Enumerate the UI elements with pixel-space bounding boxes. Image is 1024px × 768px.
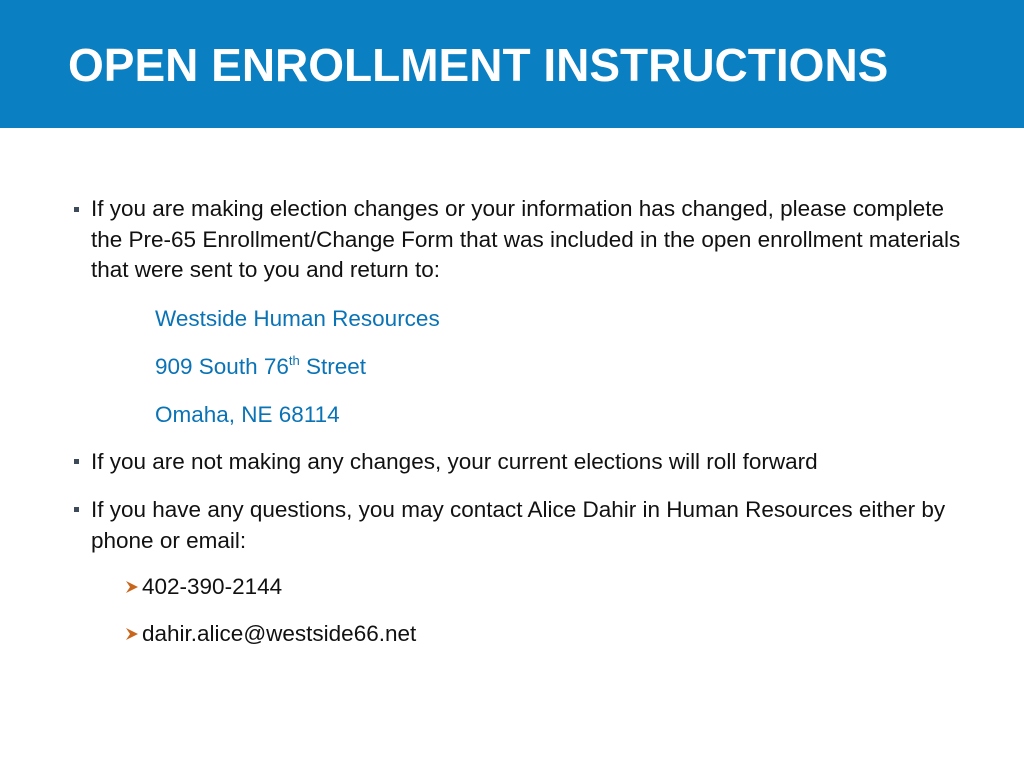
address-street-name: Street	[299, 354, 366, 379]
page-title: OPEN ENROLLMENT INSTRUCTIONS	[68, 39, 889, 91]
arrow-right-icon	[124, 579, 140, 595]
address-city-state-zip: Omaha, NE 68114	[155, 402, 340, 427]
address-street-number: 909 South 76	[155, 354, 289, 379]
address-street	[155, 352, 366, 382]
arrow-right-icon	[124, 626, 140, 642]
contact-phone: 402-390-2144	[142, 574, 283, 599]
questions-text: If you have any questions, you may contact Alice Dahir in Human Resources either by phone or email:	[91, 497, 946, 553]
address-street-suffix: th	[288, 353, 300, 368]
no-changes-text: If you are not making any changes, your current elections will roll forward	[91, 449, 818, 474]
election-changes-text: If you are making election changes or your information has changed, please complete the Pre-65 Enrollment/Change Form that was included in the open enrollment materials that were sent to you and return to:	[91, 196, 961, 282]
square-bullet-icon	[74, 459, 79, 464]
address-organization: Westside Human Resources	[155, 306, 440, 331]
contact-email: dahir.alice@westside66.net	[142, 621, 417, 646]
square-bullet-icon	[74, 507, 79, 512]
square-bullet-icon	[74, 207, 79, 212]
